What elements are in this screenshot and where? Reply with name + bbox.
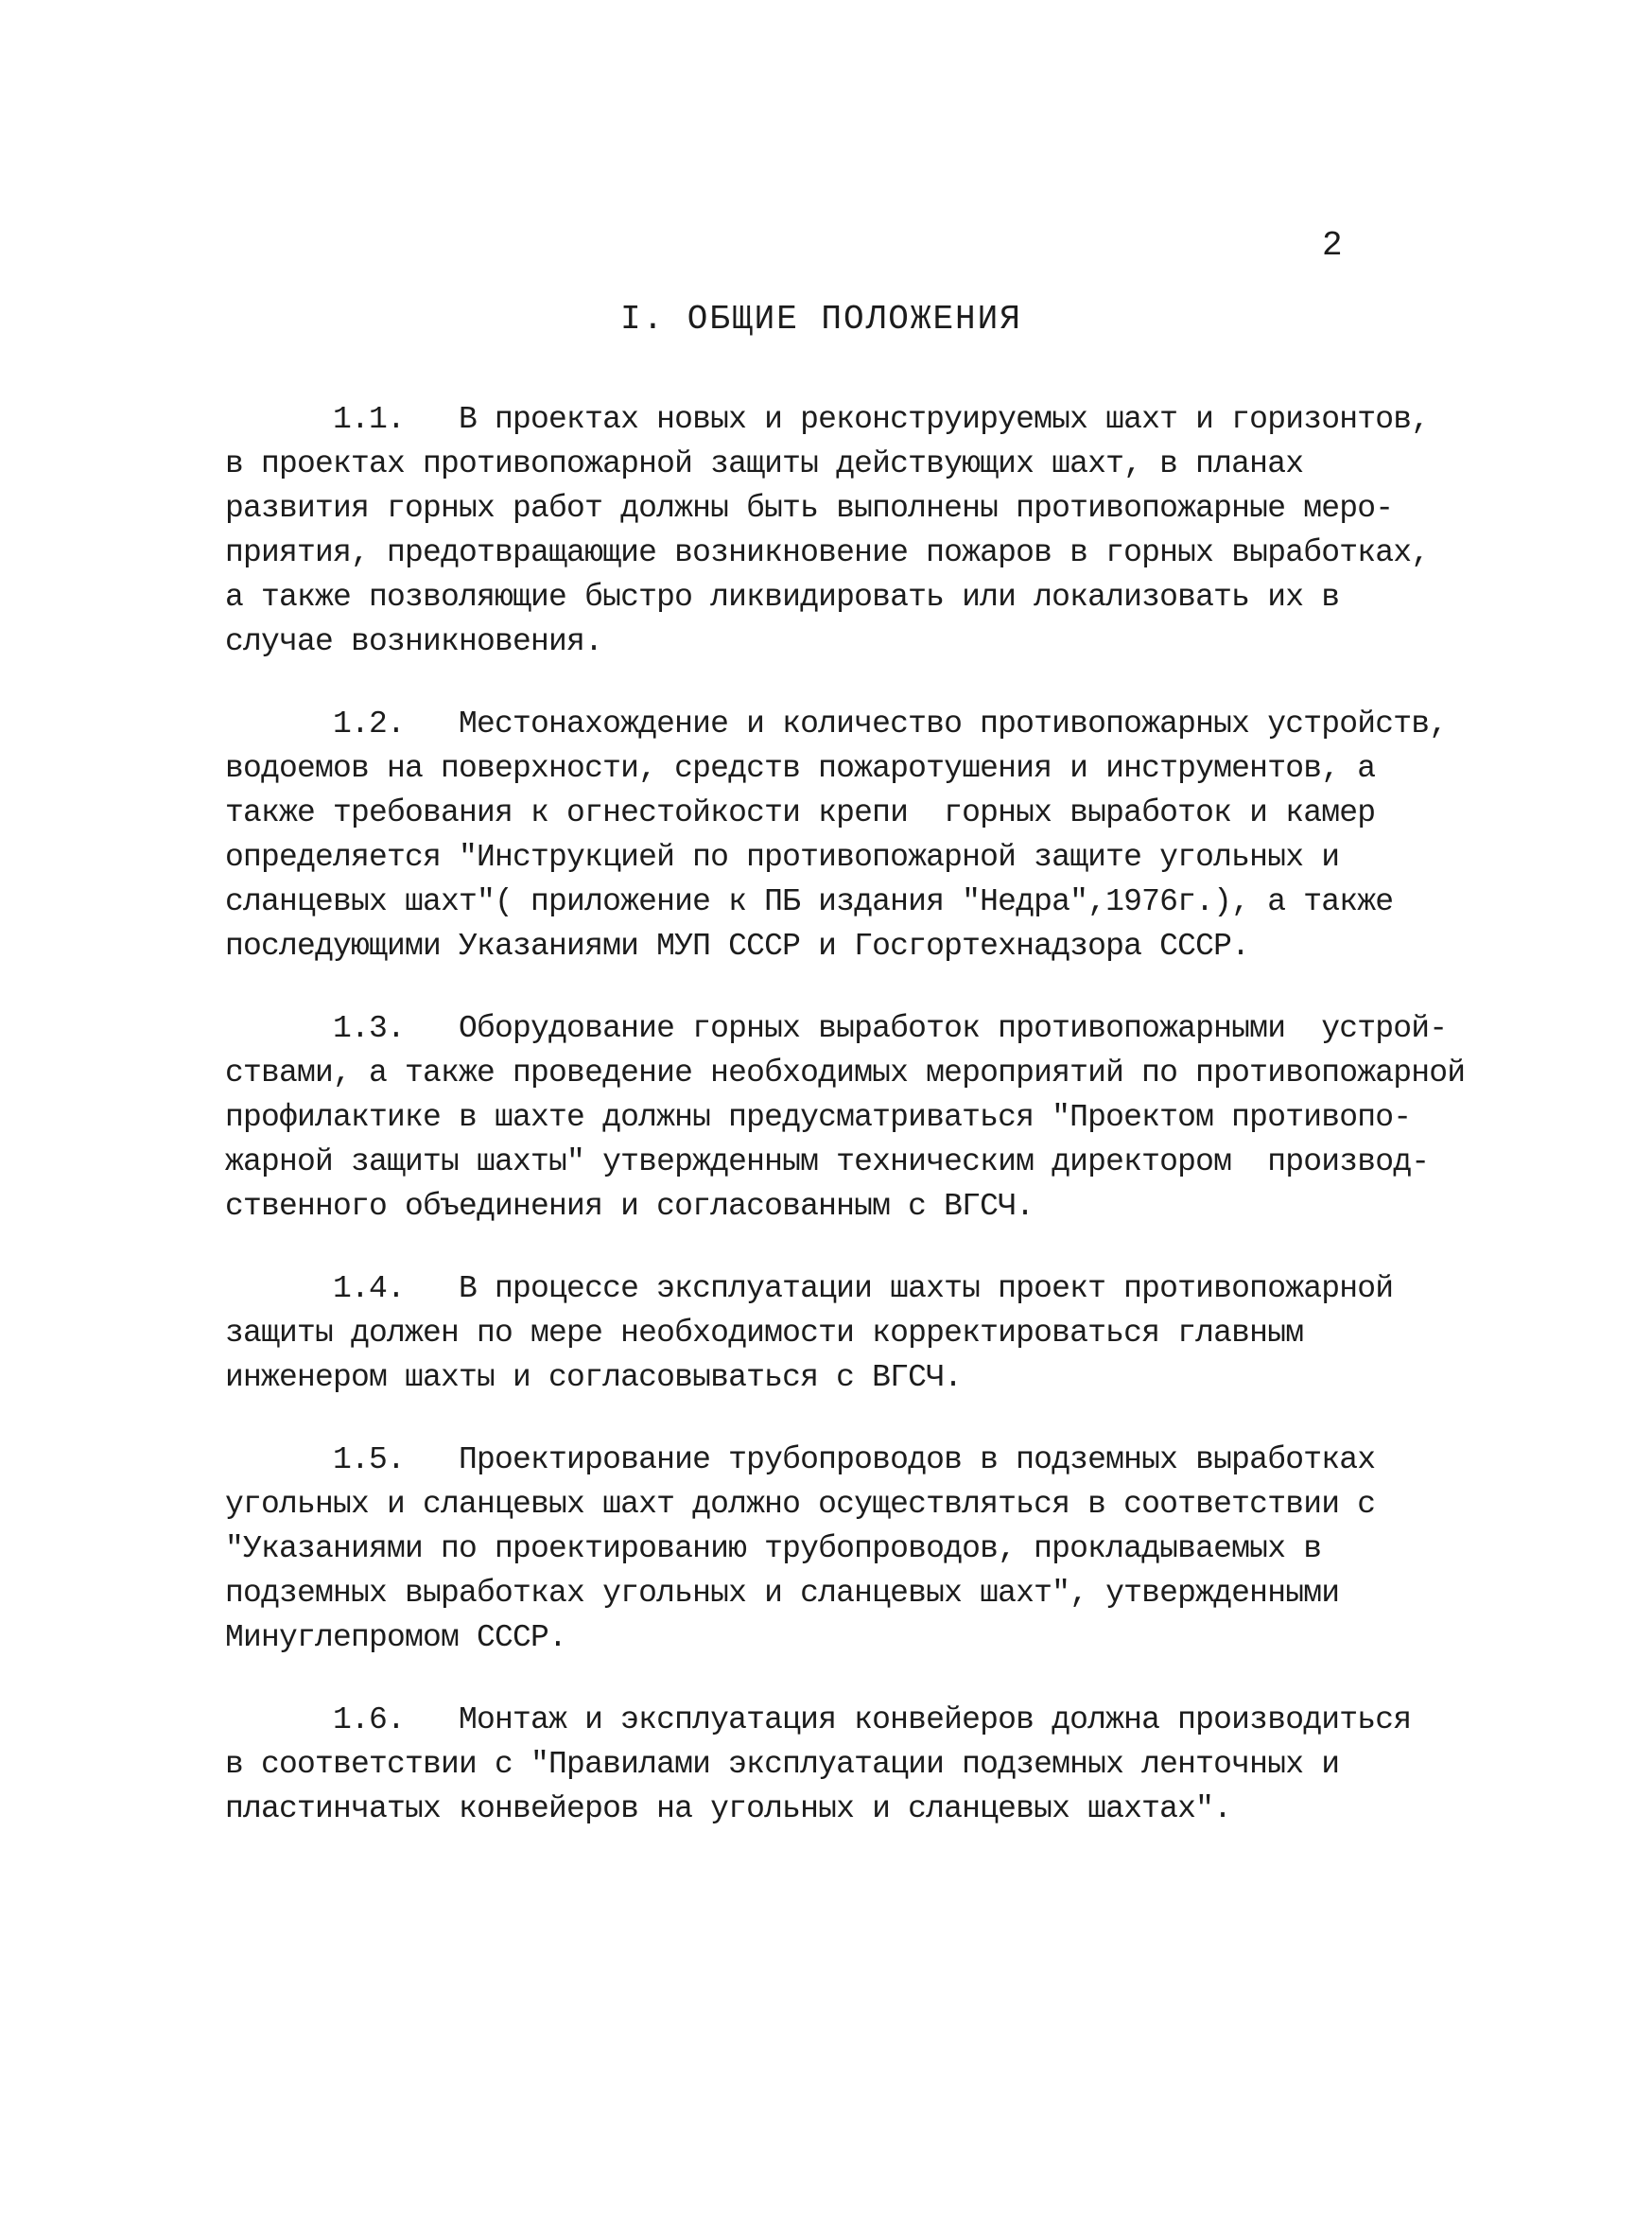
text-line: жарной защиты шахты" утвержденным техническим директором производ- bbox=[225, 1144, 1430, 1179]
text-line: пластинчатых конвейеров на угольных и сланцевых шахтах". bbox=[225, 1791, 1232, 1826]
paragraph-1-1 bbox=[225, 397, 1454, 664]
text-line: в соответствии с "Правилами эксплуатации подземных ленточных и bbox=[225, 1747, 1340, 1782]
text-line: ственного объединения и согласованным с ВГСЧ. bbox=[225, 1189, 1035, 1224]
text-line: приятия, предотвращающие возникновение пожаров в горных выработках, bbox=[225, 535, 1430, 570]
text-line: 1.6. Монтаж и эксплуатация конвейеров должна производиться bbox=[225, 1702, 1412, 1737]
text-line: в проектах противопожарной защиты действующих шахт, в планах bbox=[225, 446, 1304, 481]
text-line: Минуглепромом СССР. bbox=[225, 1620, 567, 1655]
text-line: последующими Указаниями МУП СССР и Госгортехнадзора СССР. bbox=[225, 929, 1250, 964]
text-line: развития горных работ должны быть выполнены противопожарные меро- bbox=[225, 491, 1394, 526]
text-line: защиты должен по мере необходимости корректироваться главным bbox=[225, 1316, 1304, 1351]
paragraph-1-5 bbox=[225, 1438, 1454, 1660]
text-line: определяется "Инструкцией по противопожарной защите угольных и bbox=[225, 840, 1340, 875]
text-line: также требования к огнестойкости крепи горных выработок и камер bbox=[225, 795, 1376, 830]
text-line: угольных и сланцевых шахт должно осуществляться в соответствии с bbox=[225, 1487, 1376, 1522]
text-line: "Указаниями по проектированию трубопроводов, прокладываемых в bbox=[225, 1531, 1322, 1566]
text-line: 1.4. В процессе эксплуатации шахты проект противопожарной bbox=[225, 1271, 1394, 1306]
paragraph-1-2 bbox=[225, 702, 1454, 968]
text-line: профилактике в шахте должны предусматриваться "Проектом противопо- bbox=[225, 1100, 1412, 1135]
document-body bbox=[225, 397, 1466, 1869]
section-heading: I. ОБЩИЕ ПОЛОЖЕНИЯ bbox=[620, 300, 1022, 339]
page-number: 2 bbox=[1322, 226, 1343, 265]
text-line: инженером шахты и согласовываться с ВГСЧ. bbox=[225, 1360, 963, 1395]
paragraph-1-6 bbox=[225, 1698, 1454, 1831]
text-line: подземных выработках угольных и сланцевых шахт", утвержденными bbox=[225, 1576, 1340, 1611]
text-line: водоемов на поверхности, средств пожаротушения и инструментов, а bbox=[225, 751, 1376, 786]
text-line: ствами, а также проведение необходимых мероприятий по противопожарной bbox=[225, 1055, 1466, 1090]
text-line: 1.5. Проектирование трубопроводов в подземных выработках bbox=[225, 1442, 1376, 1477]
text-line: 1.2. Местонахождение и количество противопожарных устройств, bbox=[225, 707, 1448, 741]
paragraph-1-4 bbox=[225, 1266, 1454, 1400]
text-line: случае возникновения. bbox=[225, 624, 603, 659]
text-line: сланцевых шахт"( приложение к ПБ издания "Недра",1976г.), а также bbox=[225, 884, 1394, 919]
text-line: 1.1. В проектах новых и реконструируемых шахт и горизонтов, bbox=[225, 402, 1430, 437]
text-line: а также позволяющие быстро ликвидировать или локализовать их в bbox=[225, 580, 1340, 615]
paragraph-1-3 bbox=[225, 1006, 1466, 1229]
text-line: 1.3. Оборудование горных выработок противопожарными устрой- bbox=[225, 1011, 1448, 1046]
